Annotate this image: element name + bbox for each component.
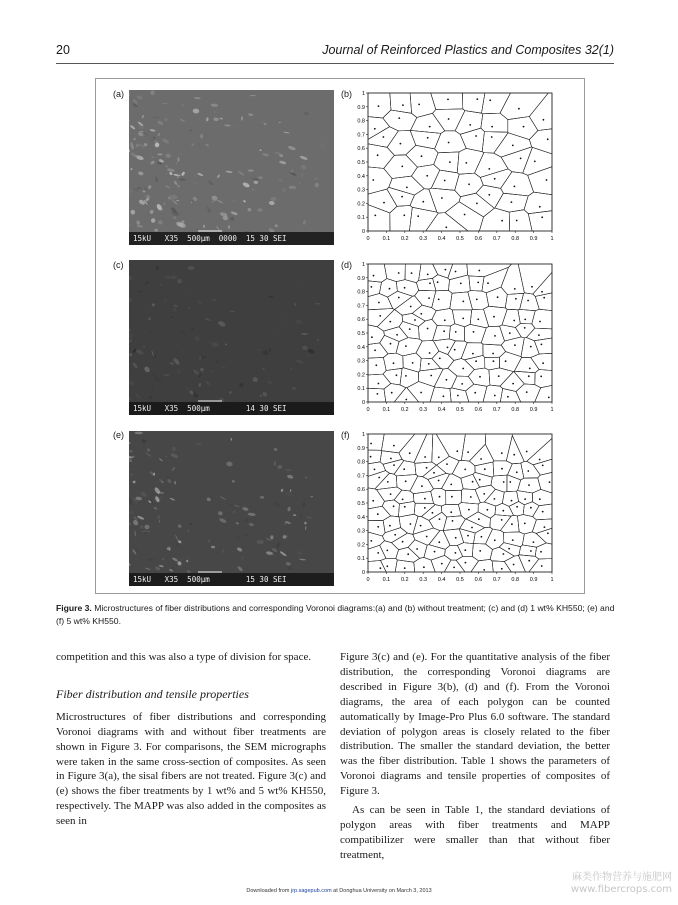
page-number: 20	[56, 43, 70, 57]
x-tick-label: 0	[366, 407, 370, 413]
site-watermark: 麻类作物营养与施肥网 www.fibercrops.com	[570, 872, 672, 895]
sem-micrograph-c	[129, 260, 334, 415]
x-tick-label: 0.4	[437, 577, 446, 583]
figure-3	[95, 78, 585, 594]
y-tick-label: 0.2	[357, 542, 365, 549]
section-heading: Fiber distribution and tensile properties	[56, 686, 249, 701]
y-tick-label: 0.7	[357, 132, 365, 139]
right-column	[340, 650, 610, 863]
left-paragraph-2: Microstructures of fiber distributions and corresponding Voronoi diagrams with and without fiber treatments are shown in Figure 3. For comparisons, the SEM micrographs were taken in the same cross-section of composites. As seen in Figure 3(a), the sisal fibers are not treated. Figure 3(c) and (e) shows the fiber treatments by 1 wt% and 5 wt% KH550, respectively. The MAPP was also added in the composites as seen in	[56, 710, 326, 828]
sem-info-e: 15kU X35 500μm 15 30 SEI	[133, 575, 287, 584]
x-tick-label: 0.9	[529, 577, 538, 583]
x-tick-label: 0.7	[492, 407, 501, 413]
y-tick-label: 1	[361, 262, 365, 268]
x-tick-label: 0.1	[382, 577, 391, 583]
panel-label-b: (b)	[341, 89, 352, 99]
x-tick-label: 0.8	[511, 577, 520, 583]
header-rule	[56, 63, 614, 64]
voronoi-diagram-f	[346, 428, 561, 593]
y-tick-label: 0.8	[357, 118, 365, 125]
y-tick-label: 0.9	[357, 104, 365, 111]
x-tick-label: 0	[366, 577, 370, 583]
y-tick-label: 0.8	[357, 459, 365, 466]
panel-label-f: (f)	[341, 430, 350, 440]
journal-running-title: Journal of Reinforced Plastics and Composites 32(1)	[322, 43, 614, 57]
y-tick-label: 0.5	[357, 160, 365, 166]
right-paragraph-1: Figure 3(c) and (e). For the quantitative analysis of the fiber distribution, the corresponding Voronoi diagrams are described in Figure 3(b), (d) and (f). From the Voronoi diagrams, the area of each polygon can be counted automatically by Image-Pro Plus 6.0 software. The standard deviation of polygon areas is closely related to the fiber distribution. The smaller the standard deviation, the better was the fiber distribution. Table 1 shows the parameters of Voronoi diagrams and tensile properties of composites of Figure 3.	[340, 651, 610, 798]
y-tick-label: 0.2	[357, 372, 365, 379]
y-tick-label: 0.3	[357, 528, 365, 535]
x-tick-label: 1	[550, 236, 554, 242]
x-tick-label: 0.3	[419, 577, 428, 583]
y-tick-label: 0.3	[357, 187, 365, 194]
y-tick-label: 0	[361, 229, 365, 235]
y-tick-label: 0.6	[357, 146, 365, 153]
y-tick-label: 0.1	[357, 556, 365, 563]
x-tick-label: 0.4	[437, 236, 446, 242]
download-footer: Downloaded from jrp.sagepub.com at Donghua University on March 3, 2013	[246, 888, 432, 894]
y-tick-label: 0.1	[357, 386, 365, 393]
x-tick-label: 0.2	[400, 577, 409, 583]
sem-info-c: 15kU X35 500μm 14 30 SEI	[133, 404, 287, 413]
panel-label-e: (e)	[113, 430, 124, 440]
x-tick-label: 0.5	[456, 577, 464, 583]
x-tick-label: 1	[550, 407, 554, 413]
x-tick-label: 0.1	[382, 407, 391, 413]
caption-text: Microstructures of fiber distributions and corresponding Voronoi diagrams:(a) and (b) without treatment; (c) and (d) 1 wt% KH550; (e) and (f) 5 wt% KH550.	[56, 603, 615, 626]
voronoi-diagram-d	[346, 258, 561, 423]
sem-micrograph-a	[129, 90, 334, 245]
x-tick-label: 0.7	[492, 577, 501, 583]
y-tick-label: 0	[361, 570, 365, 576]
x-tick-label: 0.8	[511, 236, 520, 242]
caption-label: Figure 3.	[56, 603, 92, 613]
y-tick-label: 0.7	[357, 303, 365, 310]
x-tick-label: 0.4	[437, 407, 446, 413]
x-tick-label: 0.9	[529, 407, 538, 413]
y-tick-label: 0.5	[357, 501, 365, 507]
y-tick-label: 0.2	[357, 201, 365, 208]
y-tick-label: 0.9	[357, 445, 365, 452]
x-tick-label: 0.6	[474, 577, 483, 583]
sem-micrograph-e	[129, 431, 334, 586]
y-tick-label: 0	[361, 400, 365, 406]
left-column	[56, 650, 326, 829]
y-tick-label: 0.4	[357, 514, 365, 521]
y-tick-label: 1	[361, 91, 365, 97]
y-tick-label: 0.3	[357, 358, 365, 365]
y-tick-label: 0.8	[357, 289, 365, 296]
y-tick-label: 1	[361, 432, 365, 438]
y-tick-label: 0.7	[357, 473, 365, 480]
sem-info-a: 15kU X35 500μm 0000 15 30 SEI	[133, 234, 287, 243]
footer-link[interactable]: jrp.sagepub.com	[290, 888, 332, 894]
figure-caption	[56, 602, 616, 628]
y-tick-label: 0.4	[357, 344, 365, 351]
y-tick-label: 0.1	[357, 215, 365, 222]
x-tick-label: 0.8	[511, 407, 520, 413]
panel-label-d: (d)	[341, 260, 352, 270]
y-tick-label: 0.4	[357, 173, 365, 180]
x-tick-label: 1	[550, 577, 554, 583]
y-tick-label: 0.6	[357, 317, 365, 324]
x-tick-label: 0.6	[474, 236, 483, 242]
x-tick-label: 0.9	[529, 236, 538, 242]
x-tick-label: 0.2	[400, 236, 409, 242]
x-tick-label: 0.3	[419, 236, 428, 242]
x-tick-label: 0.5	[456, 407, 464, 413]
x-tick-label: 0.2	[400, 407, 409, 413]
panel-label-c: (c)	[113, 260, 124, 270]
x-tick-label: 0.3	[419, 407, 428, 413]
y-tick-label: 0.6	[357, 487, 365, 494]
left-paragraph-1: competition and this was also a type of division for space.	[56, 651, 312, 663]
voronoi-diagram-b	[346, 87, 561, 252]
x-tick-label: 0.6	[474, 407, 483, 413]
panel-label-a: (a)	[113, 89, 124, 99]
x-tick-label: 0	[366, 236, 370, 242]
x-tick-label: 0.1	[382, 236, 391, 242]
y-tick-label: 0.9	[357, 275, 365, 282]
right-paragraph-2: As can be seen in Table 1, the standard deviations of polygon areas with fiber treatments and MAPP compatibilizer were smaller than that without fiber treatment,	[340, 804, 610, 861]
x-tick-label: 0.7	[492, 236, 501, 242]
y-tick-label: 0.5	[357, 331, 365, 337]
x-tick-label: 0.5	[456, 236, 464, 242]
